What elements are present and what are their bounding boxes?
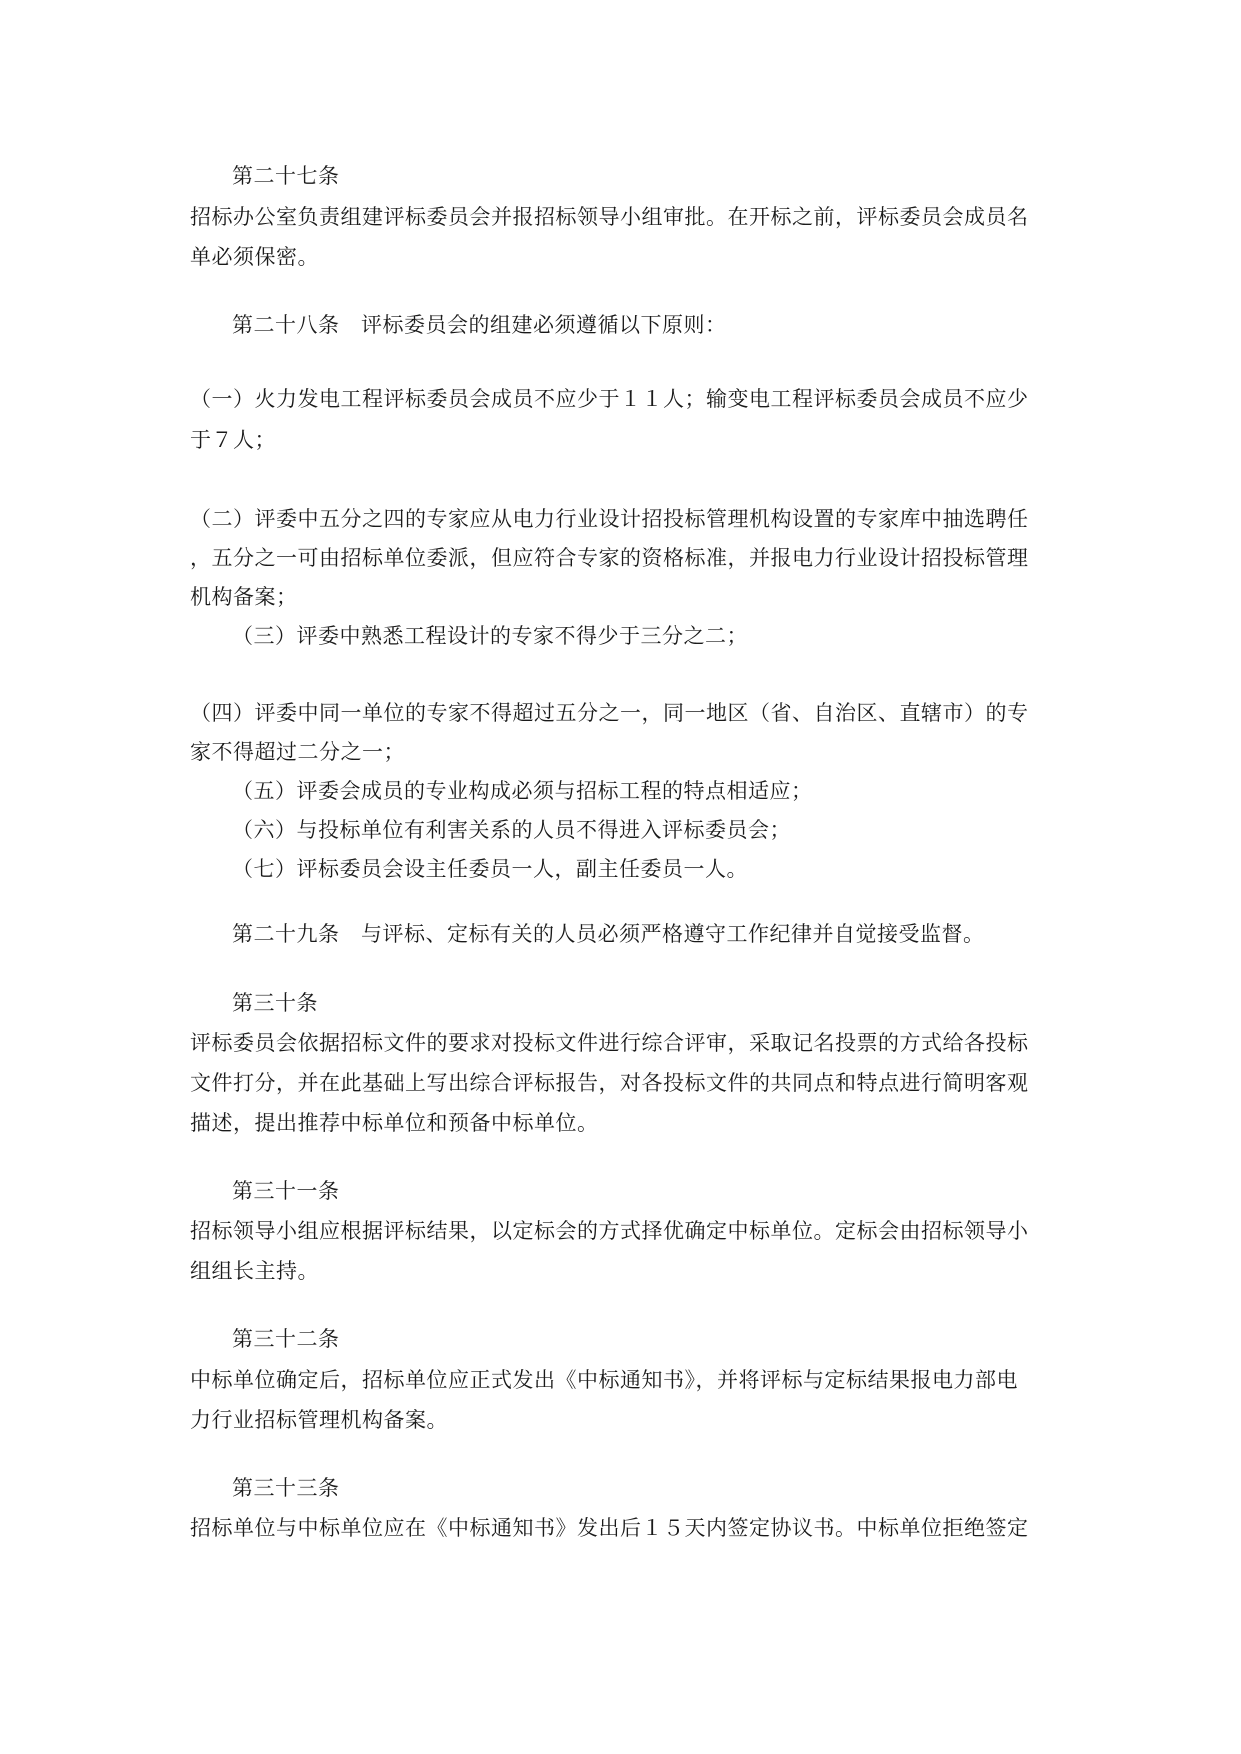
clause-item-2-cont: 机构备案；: [190, 585, 298, 609]
article-31-text-line: 组组长主持。: [190, 1259, 319, 1283]
article-33-heading: 第三十三条: [232, 1476, 340, 1500]
clause-item-5: （五）评委会成员的专业构成必须与招标工程的特点相适应；: [232, 779, 813, 803]
clause-item-1-cont: 于７人；: [190, 428, 276, 452]
clause-item-6: （六）与投标单位有利害关系的人员不得进入评标委员会；: [232, 818, 791, 842]
article-27-heading: 第二十七条: [232, 164, 340, 188]
article-29-heading: 第二十九条 与评标、定标有关的人员必须严格遵守工作纪律并自觉接受监督。: [232, 922, 985, 946]
article-27-text-line: 招标办公室负责组建评标委员会并报招标领导小组审批。在开标之前，评标委员会成员名: [190, 205, 1029, 229]
clause-item-1: （一）火力发电工程评标委员会成员不应少于１１人；输变电工程评标委员会成员不应少: [190, 387, 1029, 411]
clause-item-2-cont: ，五分之一可由招标单位委派，但应符合专家的资格标准，并报电力行业设计招投标管理: [190, 546, 1029, 570]
article-31-text-line: 招标领导小组应根据评标结果，以定标会的方式择优确定中标单位。定标会由招标领导小: [190, 1219, 1029, 1243]
clause-item-7: （七）评标委员会设主任委员一人，副主任委员一人。: [232, 857, 748, 881]
article-28-heading: 第二十八条 评标委员会的组建必须遵循以下原则：: [232, 313, 727, 337]
article-30-text-line: 文件打分，并在此基础上写出综合评标报告，对各投标文件的共同点和特点进行简明客观: [190, 1071, 1029, 1095]
clause-item-3: （三）评委中熟悉工程设计的专家不得少于三分之二；: [232, 624, 748, 648]
article-32-heading: 第三十二条: [232, 1327, 340, 1351]
article-31-heading: 第三十一条: [232, 1179, 340, 1203]
article-27-text-line: 单必须保密。: [190, 245, 319, 269]
article-32-text-line: 力行业招标管理机构备案。: [190, 1408, 448, 1432]
article-30-heading: 第三十条: [232, 991, 318, 1015]
article-32-text-line: 中标单位确定后，招标单位应正式发出《中标通知书》，并将评标与定标结果报电力部电: [190, 1368, 1018, 1392]
article-30-text-line: 描述，提出推荐中标单位和预备中标单位。: [190, 1111, 599, 1135]
article-33-text-line: 招标单位与中标单位应在《中标通知书》发出后１５天内签定协议书。中标单位拒绝签定: [190, 1516, 1029, 1540]
clause-item-4-cont: 家不得超过二分之一；: [190, 740, 405, 764]
clause-item-2: （二）评委中五分之四的专家应从电力行业设计招投标管理机构设置的专家库中抽选聘任: [190, 507, 1029, 531]
clause-item-4: （四）评委中同一单位的专家不得超过五分之一，同一地区（省、自治区、直辖市）的专: [190, 701, 1029, 725]
article-30-text-line: 评标委员会依据招标文件的要求对投标文件进行综合评审，采取记名投票的方式给各投标: [190, 1031, 1029, 1055]
